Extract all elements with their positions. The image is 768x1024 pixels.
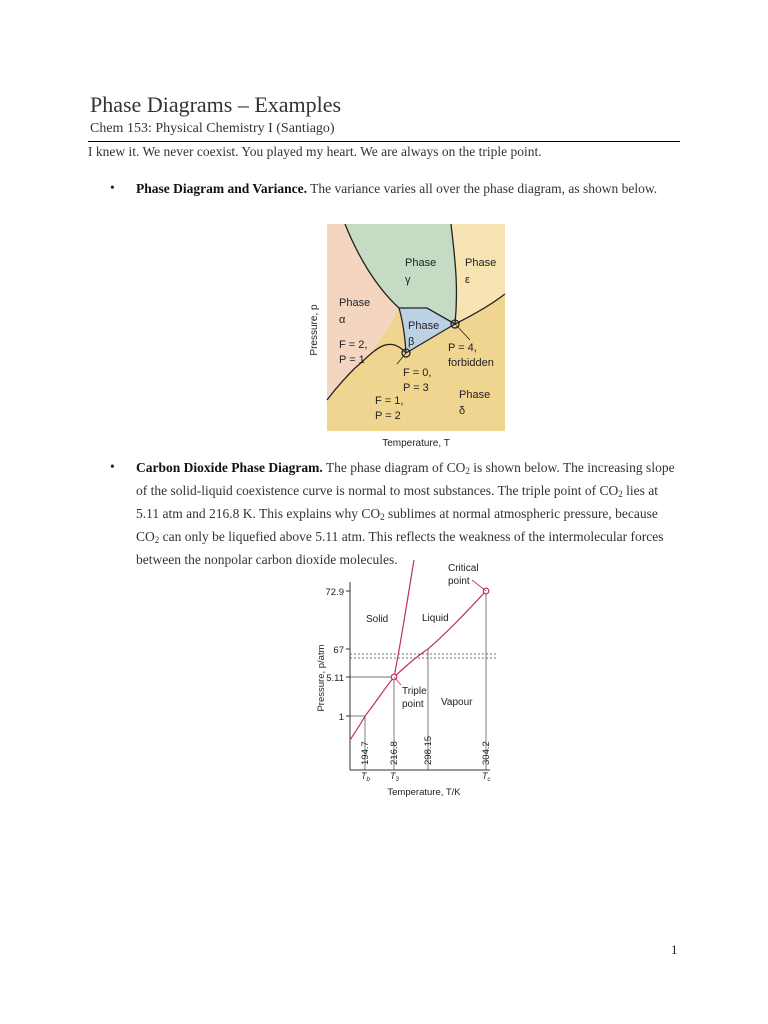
section-phase-variance (136, 179, 676, 198)
f1-label: F = 1, (375, 395, 404, 407)
ytick-label-5-11: 5.11 (326, 673, 344, 684)
melting-curve (394, 560, 414, 677)
page-title: Phase Diagrams – Examples (90, 92, 342, 117)
phase-alpha-symbol: α (339, 314, 346, 326)
forbidden-label: forbidden (448, 357, 494, 369)
solid-region-label: Solid (366, 614, 389, 625)
phase-epsilon-label: Phase (465, 257, 497, 269)
co2-phase-diagram (310, 558, 500, 803)
section-body: The variance varies all over the phase diagram, as shown below. (307, 181, 658, 196)
phase-epsilon-symbol: ε (465, 274, 470, 286)
phase-delta-label: Phase (459, 389, 491, 401)
phase-gamma-label: Phase (405, 257, 437, 269)
ytick-label-72-9: 72.9 (325, 587, 344, 598)
epigraph-quote: I knew it. We never coexist. You played my heart. We are always on the triple point. (88, 144, 542, 159)
section-co2-diagram (136, 458, 676, 569)
p4-label: P = 4, (448, 342, 477, 354)
tb-symbol: $T_b$ (361, 771, 370, 783)
sublimation-curve (350, 677, 394, 740)
ytick-label-67: 67 (333, 645, 344, 656)
p2-label: P = 2 (375, 410, 401, 422)
phase-gamma-symbol: γ (405, 274, 411, 286)
vaporisation-curve (394, 591, 486, 677)
critical-leader (472, 580, 486, 591)
triple-leader (394, 677, 401, 685)
bullet-marker: • (110, 459, 115, 474)
phase-alpha-label: Phase (339, 297, 371, 309)
ytick-label-1: 1 (338, 712, 344, 723)
subscript: 2 (154, 535, 160, 545)
header-rule (88, 141, 680, 142)
body-text: lies at 5.11 atm and 216.8 K. This explains why CO (136, 483, 659, 521)
section-heading: Phase Diagram and Variance. (136, 181, 308, 196)
liquid-region-label: Liquid (422, 613, 449, 624)
xvalue-304-2: 304.2 (481, 741, 492, 765)
p3-label: P = 3 (403, 382, 429, 394)
section-heading: Carbon Dioxide Phase Diagram. (136, 460, 323, 475)
f0-label: F = 0, (403, 367, 432, 379)
y-axis-label: Pressure, p/atm (316, 644, 327, 712)
critical-point-label-2: point (448, 576, 470, 587)
body-text: sublimes at normal atmospheric pressure, because CO (136, 506, 658, 544)
critical-point-label: Critical (448, 563, 479, 574)
subscript: 2 (465, 466, 470, 476)
body-text: is shown below. The increasing slope of the solid-liquid coexistence curve is normal to most substances. The triple point of CO (136, 460, 675, 498)
p1-label: P = 1 (339, 354, 365, 366)
xvalue-298-15: 298.15 (423, 735, 434, 765)
triple-point-label: Triple (402, 686, 427, 697)
subscript: 2 (380, 512, 385, 522)
phase-beta-symbol: β (408, 336, 415, 348)
variance-phase-diagram (300, 220, 515, 455)
tc-symbol: $T_c$ (482, 771, 491, 783)
bullet-marker: • (110, 180, 115, 195)
y-axis-label: Pressure, p (309, 304, 320, 356)
x-axis-label: Temperature, T (382, 438, 450, 449)
f2-label: F = 2, (339, 339, 368, 351)
xvalue-216-8: 216.8 (389, 741, 400, 765)
triple-point-label-2: point (402, 699, 424, 710)
phase-delta-symbol: δ (459, 405, 466, 417)
body-text: The phase diagram of CO (322, 460, 466, 475)
t3-symbol: $T_3$ (390, 771, 399, 783)
subscript: 2 (618, 489, 623, 499)
body-text: can only be liquefied above 5.11 atm. This reflects the weakness of the intermolecular forces between the nonpolar carbon dioxide molecules. (136, 529, 664, 567)
page-number: 1 (671, 942, 678, 957)
phase-beta-label: Phase (408, 320, 440, 332)
xvalue-194-7: 194.7 (360, 741, 371, 765)
course-subtitle: Chem 153: Physical Chemistry I (Santiago) (90, 121, 335, 136)
x-axis-label: Temperature, T/K (387, 787, 461, 798)
vapour-region-label: Vapour (441, 697, 473, 708)
